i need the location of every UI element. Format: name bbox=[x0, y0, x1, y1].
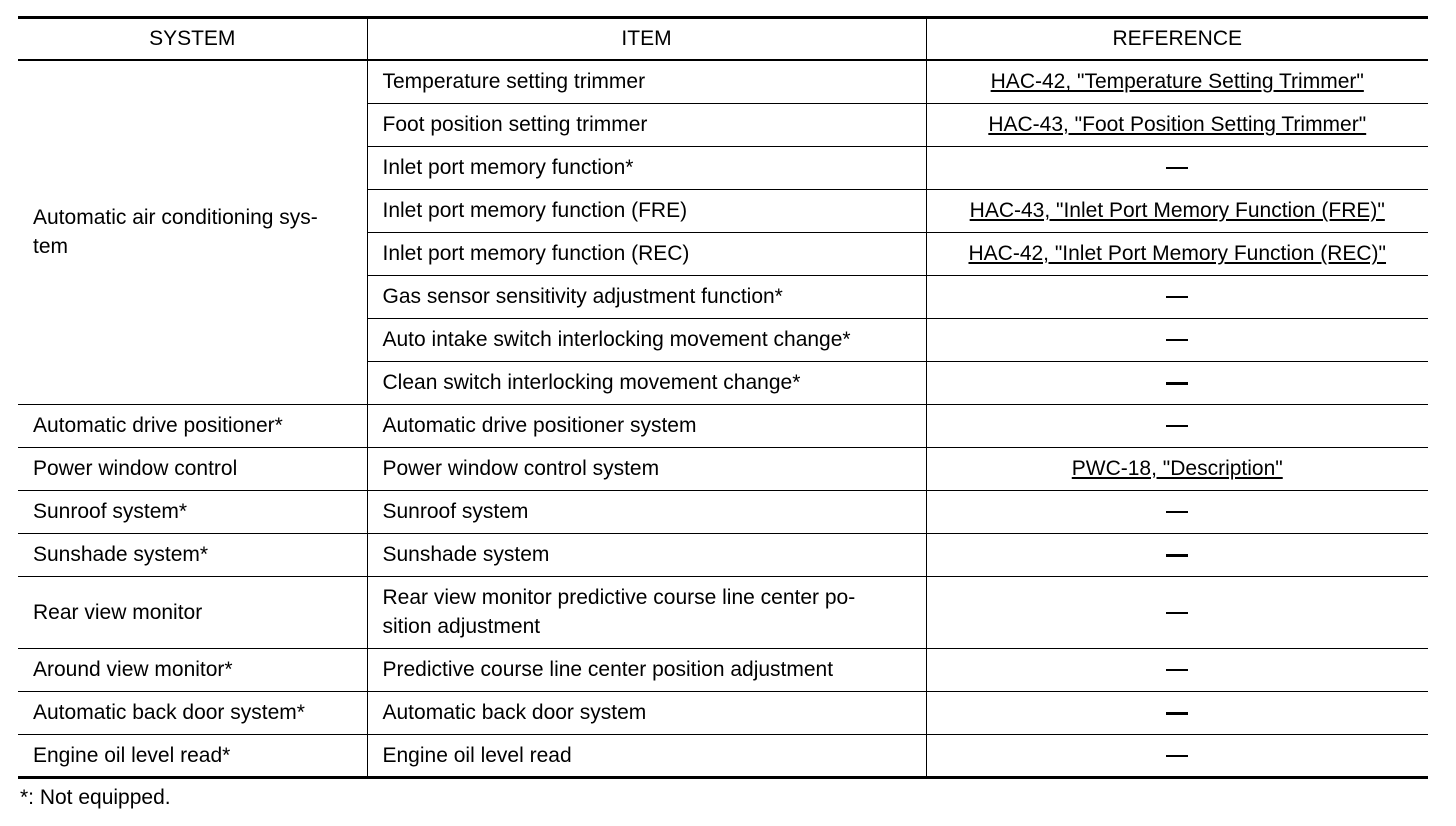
item-cell: Sunroof system bbox=[367, 490, 926, 533]
not-applicable-dash bbox=[1166, 339, 1188, 341]
footnote: *: Not equipped. bbox=[20, 786, 171, 809]
not-applicable-dash bbox=[1166, 382, 1188, 385]
not-applicable-dash bbox=[1166, 425, 1188, 427]
reference-cell bbox=[926, 318, 1428, 361]
reference-cell bbox=[926, 60, 1428, 103]
table-row bbox=[18, 490, 1428, 533]
table-row bbox=[18, 734, 1428, 777]
item-cell: Inlet port memory function (REC) bbox=[367, 232, 926, 275]
reference-cell bbox=[926, 490, 1428, 533]
item-cell: Sunshade system bbox=[367, 533, 926, 576]
item-cell: Inlet port memory function* bbox=[367, 146, 926, 189]
system-cell: Power window control bbox=[18, 447, 367, 490]
item-cell: Foot position setting trimmer bbox=[367, 103, 926, 146]
reference-cell bbox=[926, 103, 1428, 146]
item-cell: Gas sensor sensitivity adjustment function* bbox=[367, 275, 926, 318]
item-cell: Auto intake switch interlocking movement change* bbox=[367, 318, 926, 361]
item-cell: Inlet port memory function (FRE) bbox=[367, 189, 926, 232]
table-row bbox=[18, 691, 1428, 734]
reference-link[interactable]: HAC-42, "Temperature Setting Trimmer" bbox=[990, 70, 1364, 94]
reference-cell bbox=[926, 189, 1428, 232]
not-applicable-dash bbox=[1166, 554, 1188, 557]
column-header-reference: REFERENCE bbox=[926, 18, 1428, 61]
reference-cell bbox=[926, 533, 1428, 576]
system-cell: Around view monitor* bbox=[18, 648, 367, 691]
reference-link[interactable]: HAC-42, "Inlet Port Memory Function (REC)" bbox=[968, 242, 1387, 265]
item-cell: Engine oil level read bbox=[367, 734, 926, 777]
item-cell: Power window control system bbox=[367, 447, 926, 490]
system-cell: Sunroof system* bbox=[18, 490, 367, 533]
reference-cell bbox=[926, 691, 1428, 734]
not-applicable-dash bbox=[1166, 669, 1188, 671]
table-header-row bbox=[18, 18, 1428, 61]
system-cell: Automatic drive positioner* bbox=[18, 404, 367, 447]
not-applicable-dash bbox=[1166, 511, 1188, 513]
table-row bbox=[18, 576, 1428, 648]
item-cell: Rear view monitor predictive course line center po- sition adjustment bbox=[367, 576, 926, 648]
reference-cell bbox=[926, 447, 1428, 490]
item-cell: Predictive course line center position adjustment bbox=[367, 648, 926, 691]
column-header-system: SYSTEM bbox=[18, 18, 367, 61]
not-applicable-dash bbox=[1166, 712, 1188, 715]
reference-cell bbox=[926, 275, 1428, 318]
table-body bbox=[18, 60, 1428, 777]
reference-cell bbox=[926, 648, 1428, 691]
system-cell: Rear view monitor bbox=[18, 576, 367, 648]
specification-table bbox=[18, 16, 1428, 779]
system-cell: Automatic back door system* bbox=[18, 691, 367, 734]
item-cell: Temperature setting trimmer bbox=[367, 60, 926, 103]
reference-cell bbox=[926, 361, 1428, 404]
item-cell: Automatic back door system bbox=[367, 691, 926, 734]
reference-cell bbox=[926, 404, 1428, 447]
reference-cell bbox=[926, 576, 1428, 648]
reference-cell bbox=[926, 232, 1428, 275]
column-header-item: ITEM bbox=[367, 18, 926, 61]
table-row bbox=[18, 533, 1428, 576]
not-applicable-dash bbox=[1166, 296, 1188, 298]
reference-cell bbox=[926, 146, 1428, 189]
table-row bbox=[18, 648, 1428, 691]
not-applicable-dash bbox=[1166, 167, 1188, 169]
system-cell: Sunshade system* bbox=[18, 533, 367, 576]
reference-link[interactable]: HAC-43, "Foot Position Setting Trimmer" bbox=[988, 113, 1367, 136]
not-applicable-dash bbox=[1166, 612, 1188, 614]
system-cell: Engine oil level read* bbox=[18, 734, 367, 777]
table-row bbox=[18, 447, 1428, 490]
item-cell: Automatic drive positioner system bbox=[367, 404, 926, 447]
table-row bbox=[18, 60, 1428, 103]
reference-link[interactable]: PWC-18, "Description" bbox=[1071, 457, 1283, 480]
reference-cell bbox=[926, 734, 1428, 777]
reference-link[interactable]: HAC-43, "Inlet Port Memory Function (FRE)" bbox=[969, 199, 1385, 222]
not-applicable-dash bbox=[1166, 755, 1188, 757]
table-row bbox=[18, 404, 1428, 447]
item-cell: Clean switch interlocking movement change* bbox=[367, 361, 926, 404]
system-cell: Automatic air conditioning sys- tem bbox=[18, 60, 367, 404]
